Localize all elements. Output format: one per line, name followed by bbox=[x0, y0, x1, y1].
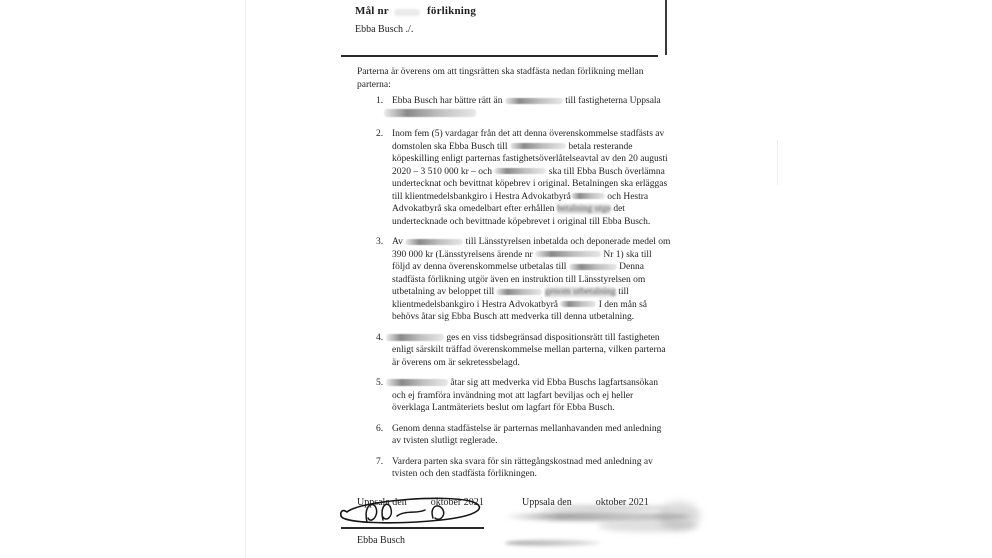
text-line bbox=[392, 108, 661, 121]
redaction-smudge bbox=[505, 540, 600, 546]
text-line bbox=[392, 128, 668, 141]
text-segment: är överens om är sekretessbelagd. bbox=[392, 357, 520, 368]
signature-line bbox=[341, 527, 484, 529]
text-line bbox=[392, 468, 653, 481]
text-segment: Advokatbyrå ska omedelbart efter erhållen bbox=[392, 204, 557, 214]
signature-city-right: Uppsala den bbox=[522, 497, 572, 508]
text-line bbox=[392, 299, 670, 312]
text-segment: ska till Ebba Busch överlämna bbox=[546, 166, 665, 177]
signature-date-text-left: oktober 2021 bbox=[430, 497, 484, 508]
text-segment: I den mån så bbox=[596, 299, 647, 310]
text-segment: och ej framföra invändning mot att lagfart beviljas och ej heller bbox=[392, 390, 634, 401]
settlement-item bbox=[376, 128, 670, 228]
text-segment: betala resterande bbox=[565, 141, 633, 152]
item-text bbox=[392, 95, 661, 120]
text-segment: det bbox=[610, 204, 625, 214]
text-line bbox=[392, 390, 658, 403]
text-segment: följd av denna överenskommelse utbetalas till bbox=[392, 262, 569, 272]
redaction-smudge bbox=[505, 98, 563, 104]
text-segment: behövs åtar sig Ebba Busch att medverka till denna utbetalning. bbox=[392, 312, 635, 322]
text-line bbox=[392, 456, 653, 469]
item-text bbox=[392, 236, 670, 324]
text-segment: överklaga Lantmäteriets beslut om lagfart för Ebba Busch. bbox=[392, 403, 615, 413]
redaction-smudge bbox=[560, 301, 596, 307]
intro-paragraph bbox=[357, 66, 644, 91]
text-segment: stadfästa förlikning utgör även en instruktion till Länsstyrelsen om bbox=[392, 274, 646, 285]
text-segment: domstolen ska Ebba Busch till bbox=[392, 141, 510, 152]
item-number: 6. bbox=[376, 423, 384, 434]
item-number: 3. bbox=[376, 237, 384, 247]
settlement-items bbox=[376, 95, 670, 489]
redaction-smudge bbox=[540, 505, 670, 511]
text-line bbox=[392, 203, 668, 216]
text-segment: tvisten och den stadfästa förlikningen. bbox=[392, 469, 537, 479]
text-line bbox=[392, 377, 658, 390]
text-line bbox=[392, 435, 661, 448]
text-segment: Genom denna stadfästelse är parternas mellanhavanden med anledning bbox=[392, 423, 662, 434]
item-number: 5. bbox=[376, 378, 384, 388]
text-line bbox=[392, 95, 661, 108]
signature-city-left: Uppsala den bbox=[357, 497, 407, 508]
item-text bbox=[392, 128, 668, 228]
redaction-smudge bbox=[494, 168, 546, 174]
settlement-item bbox=[376, 423, 670, 448]
redaction-smudge bbox=[598, 520, 698, 532]
text-line: Parterna är överens om att tingsrätten ska stadfästa nedan förlikning mellan bbox=[357, 67, 644, 77]
text-line bbox=[392, 141, 668, 154]
party-line: Ebba Busch ./. bbox=[355, 24, 414, 35]
text-line bbox=[392, 274, 670, 287]
settlement-item bbox=[376, 95, 670, 120]
text-segment: Denna bbox=[616, 262, 644, 272]
redaction-smudge bbox=[571, 193, 605, 199]
settlement-item bbox=[376, 456, 670, 481]
text-segment: undertecknat och bevittnat köpebrev i original. Betalningen ska erläggas bbox=[392, 179, 668, 189]
smudged-text: betalning utge bbox=[556, 204, 611, 214]
text-segment: till bbox=[615, 287, 629, 297]
signature-date-text-right: oktober 2021 bbox=[595, 497, 649, 508]
text-line bbox=[392, 249, 670, 262]
redaction-smudge bbox=[510, 143, 566, 149]
text-segment: Nr 1) ska till bbox=[601, 249, 652, 260]
text-line bbox=[392, 332, 666, 345]
redaction-smudge bbox=[496, 289, 542, 295]
text-line bbox=[392, 216, 668, 229]
item-number: 1. bbox=[376, 96, 384, 106]
item-text bbox=[392, 423, 661, 448]
text-segment: köpeskilling enligt parternas fastighetsöverlåtelseavtal av den 20 augusti bbox=[392, 154, 668, 164]
signatory-name: Ebba Busch bbox=[357, 535, 406, 546]
redaction-smudge bbox=[386, 334, 444, 341]
text-line bbox=[392, 423, 661, 436]
text-segment: Av bbox=[392, 237, 406, 247]
text-segment: undertecknade och bevittnade köpebrevet i original till Ebba Busch. bbox=[392, 216, 651, 227]
text-segment: utbetalning av beloppet till bbox=[392, 287, 497, 297]
text-line bbox=[392, 191, 668, 204]
item-number: 7. bbox=[376, 456, 384, 467]
redaction-smudge bbox=[384, 109, 476, 117]
settlement-item bbox=[376, 236, 670, 324]
text-segment: till klientmedelsbankgiro i Hestra Advokatbyrå bbox=[392, 191, 571, 202]
text-segment: 2020 – 3 510 000 kr – och bbox=[392, 166, 495, 177]
settlement-item bbox=[376, 377, 670, 415]
document-type-title: förlikning bbox=[427, 5, 477, 17]
text-line bbox=[392, 166, 668, 179]
redaction-smudge bbox=[569, 264, 617, 270]
item-text bbox=[392, 456, 653, 481]
redaction-smudge bbox=[405, 239, 463, 245]
text-segment: klientmedelsbankgiro i Hestra Advokatbyrå bbox=[392, 299, 561, 310]
text-line bbox=[392, 178, 668, 191]
text-segment: och Hestra bbox=[604, 191, 649, 202]
text-line bbox=[392, 236, 670, 249]
text-line bbox=[392, 402, 658, 415]
header-rule bbox=[341, 55, 658, 57]
text-segment: av tvisten slutligt reglerade. bbox=[392, 436, 498, 446]
text-line bbox=[392, 344, 666, 357]
paper-edge-line bbox=[245, 0, 246, 558]
text-segment: Vardera parten ska svara för sin rättegångskostnad med anledning av bbox=[392, 456, 653, 467]
smudged-text: genom utbetalning bbox=[544, 287, 616, 297]
text-segment: åtar sig att medverka vid Ebba Buschs lagfartsansökan bbox=[448, 378, 658, 388]
item-number: 4. bbox=[376, 332, 384, 343]
text-segment: Ebba Busch har bättre rätt än bbox=[392, 96, 505, 106]
redaction-smudge bbox=[394, 9, 420, 16]
text-line: parterna: bbox=[357, 79, 391, 90]
scan-edge-line bbox=[665, 0, 667, 55]
text-segment: Inom fem (5) vardagar från det att denna överenskommelse stadfästs av bbox=[392, 129, 665, 139]
text-segment: ges en viss tidsbegränsad dispositionsrätt till fastigheten bbox=[444, 332, 660, 343]
signature-scribble bbox=[333, 492, 493, 532]
item-number: 2. bbox=[376, 129, 384, 139]
scan-artifact bbox=[777, 140, 778, 185]
text-line bbox=[392, 311, 670, 324]
item-text bbox=[392, 332, 666, 370]
settlement-item bbox=[376, 332, 670, 370]
text-line bbox=[392, 153, 668, 166]
text-segment: 390 000 kr (Länsstyrelsens ärende nr bbox=[392, 249, 535, 260]
case-number-label: Mål nr bbox=[355, 5, 389, 17]
redaction-smudge bbox=[535, 251, 601, 257]
text-segment: till Länsstyrelsen inbetalda och deponerade medel om bbox=[463, 237, 671, 247]
item-text bbox=[392, 377, 658, 415]
text-segment: till fastigheterna Uppsala bbox=[562, 96, 661, 106]
text-line bbox=[392, 286, 670, 299]
redaction-smudge bbox=[386, 379, 448, 386]
text-line bbox=[392, 261, 670, 274]
text-segment: enligt särskilt träffad överenskommelse mellan parterna, vilken parterna bbox=[392, 345, 666, 355]
text-line bbox=[392, 357, 666, 370]
